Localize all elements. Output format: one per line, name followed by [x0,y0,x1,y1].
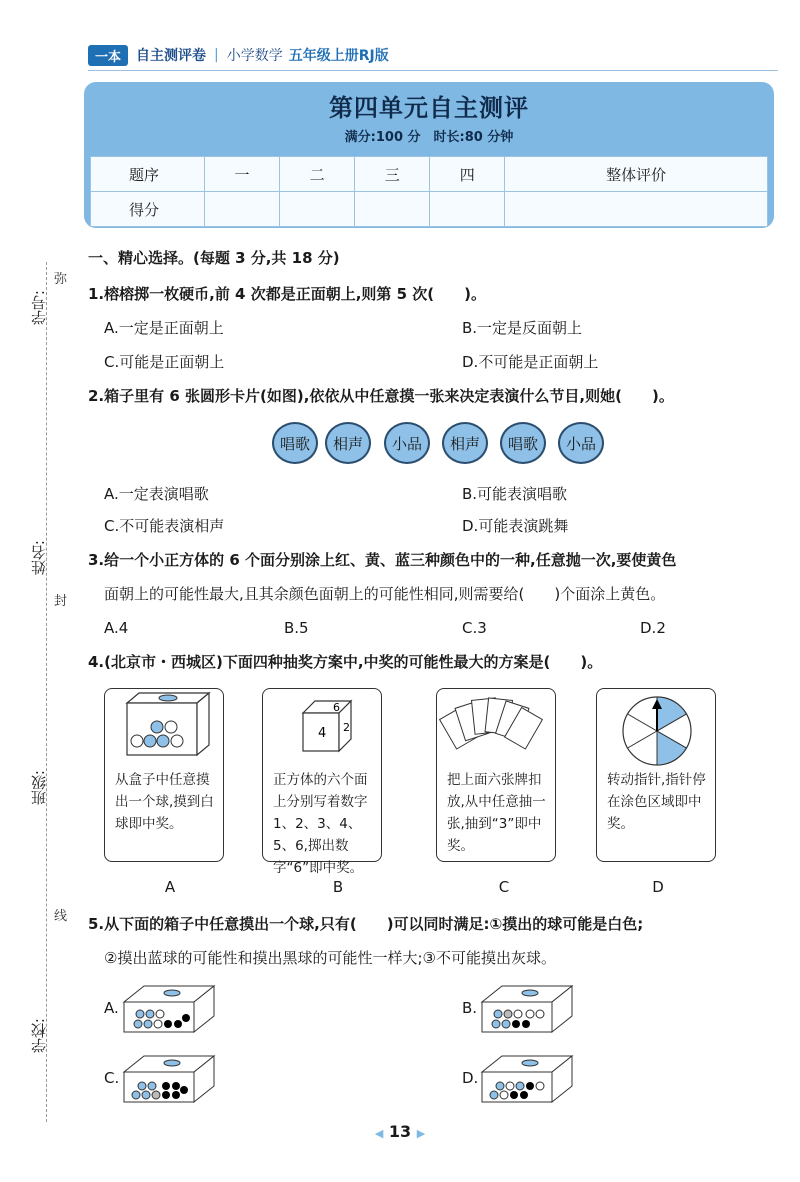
card-oval: 相声 [325,422,371,464]
score-table-row [91,192,768,227]
next-arrow-icon: ▶ [416,1127,426,1140]
q1-option-a[interactable]: A.一定是正面朝上 [104,319,224,337]
q1-option-c[interactable]: C.可能是正面朝上 [104,353,225,371]
brand-rule [88,70,778,71]
cube-digit: 2 [343,721,350,734]
score-table-header: 一 [205,157,280,192]
card-b-text: 正方体的六个面上分别写着数字1、2、3、4、5、6,掷出数字“6”即中奖。 [273,772,368,876]
question-2-stem: 2.箱子里有 6 张圆形卡片(如图),依依从中任意摸一张来决定表演什么节目,则她( )。 [88,387,674,405]
question-1-stem: 1.榕榕掷一枚硬币,前 4 次都是正面朝上,则第 5 次( )。 [88,285,487,303]
score-table-header: 四 [430,157,505,192]
prev-arrow-icon: ◀ [374,1127,384,1140]
q2-option-d[interactable]: D.可能表演跳舞 [462,517,569,535]
card-c-label: C [498,878,510,896]
card-d-text: 转动指针,指针停在涂色区域即中奖。 [607,772,706,832]
brand-logo: 一本 [88,45,128,66]
ball-box-illustration [105,689,223,769]
q5-box-a [120,982,220,1036]
page-subtitle: 满分:100 分 时长:80 分钟 [344,130,514,145]
margin-char-xian: 线 [54,909,68,924]
margin-label-student-id: 学号: [30,290,48,326]
number-cube-illustration [263,689,381,769]
score-cell[interactable] [280,192,355,227]
lottery-card-a[interactable] [104,688,224,862]
score-cell[interactable] [355,192,430,227]
section-heading: 一、精心选择。(每题 3 分,共 18 分) [88,249,340,267]
cube-digit: 4 [318,726,327,741]
card-c-text: 把上面六张牌扣放,从中任意抽一张,抽到“3”即中奖。 [447,772,546,854]
lottery-card-d[interactable] [596,688,716,862]
q2-option-c[interactable]: C.不可能表演相声 [104,517,225,535]
page-number-text: 13 [388,1122,412,1141]
question-3-stem-line1: 3.给一个小正方体的 6 个面分别涂上红、黄、蓝三种颜色中的一种,任意抛一次,要使黄色 [88,551,677,569]
question-3-stem-line2: 面朝上的可能性最大,且其余颜色面朝上的可能性相同,则需要给( )个面涂上黄色。 [104,585,666,603]
q5-box-b [478,982,578,1036]
card-a-label: A [164,878,176,896]
spinner-illustration [597,689,715,769]
score-table-header: 题序 [91,157,205,192]
q3-option-a[interactable]: A.4 [104,619,129,637]
card-oval: 唱歌 [500,422,546,464]
score-table-header: 三 [355,157,430,192]
playing-cards-illustration [437,689,555,769]
brand-bar [88,44,389,66]
subject-name: 小学数学 [226,48,283,64]
margin-label-name: 姓名: [30,540,48,576]
margin-char-mi: 弥 [54,272,68,287]
card-oval: 小品 [558,422,604,464]
binding-line [46,262,47,1122]
score-cell[interactable] [205,192,280,227]
q1-option-b[interactable]: B.一定是反面朝上 [462,319,583,337]
series-name: 自主测评卷 [136,48,207,64]
card-oval: 相声 [442,422,488,464]
card-oval: 唱歌 [272,422,318,464]
score-table-header: 二 [280,157,355,192]
question-5-stem-line2: ②摸出蓝球的可能性和摸出黑球的可能性一样大;③不可能摸出灰球。 [104,949,556,967]
q2-option-b[interactable]: B.可能表演唱歌 [462,485,568,503]
question-4-stem: 4.(北京市・西城区)下面四种抽奖方案中,中奖的可能性最大的方案是( )。 [88,653,603,671]
q2-option-a[interactable]: A.一定表演唱歌 [104,485,209,503]
q3-option-d[interactable]: D.2 [640,619,666,637]
page-title: 第四单元自主测评 [329,94,529,122]
q5-option-b[interactable]: B. [462,999,478,1017]
score-table-header: 整体评价 [505,157,768,192]
question-5-stem-line1: 5.从下面的箱子中任意摸出一个球,只有( )可以同时满足:①摸出的球可能是白色; [88,915,644,933]
q3-option-c[interactable]: C.3 [462,619,487,637]
margin-label-class: 班级: [30,770,48,806]
score-row-label: 得分 [91,192,205,227]
lottery-card-c[interactable] [436,688,556,862]
lottery-card-b[interactable] [262,688,382,876]
q1-option-d[interactable]: D.不可能是正面朝上 [462,353,599,371]
q5-option-c[interactable]: C. [104,1069,120,1087]
q5-option-a[interactable]: A. [104,999,119,1017]
score-table [90,156,768,227]
brand-separator: | [214,47,219,63]
card-b-label: B [332,878,344,896]
score-cell[interactable] [505,192,768,227]
cube-digit: 6 [333,701,340,714]
score-table-header-row [91,157,768,192]
page-number [370,1122,430,1141]
card-d-label: D [652,878,664,896]
q5-box-c [120,1052,220,1106]
q5-option-d[interactable]: D. [462,1069,479,1087]
card-oval: 小品 [384,422,430,464]
margin-label-school: 学校: [30,1018,48,1054]
score-cell[interactable] [430,192,505,227]
card-a-text: 从盒子中任意摸出一个球,摸到白球即中奖。 [115,772,214,832]
q5-box-d [478,1052,578,1106]
q3-option-b[interactable]: B.5 [284,619,309,637]
grade-edition: 五年级上册RJ版 [288,48,389,64]
margin-char-feng: 封 [54,594,68,609]
